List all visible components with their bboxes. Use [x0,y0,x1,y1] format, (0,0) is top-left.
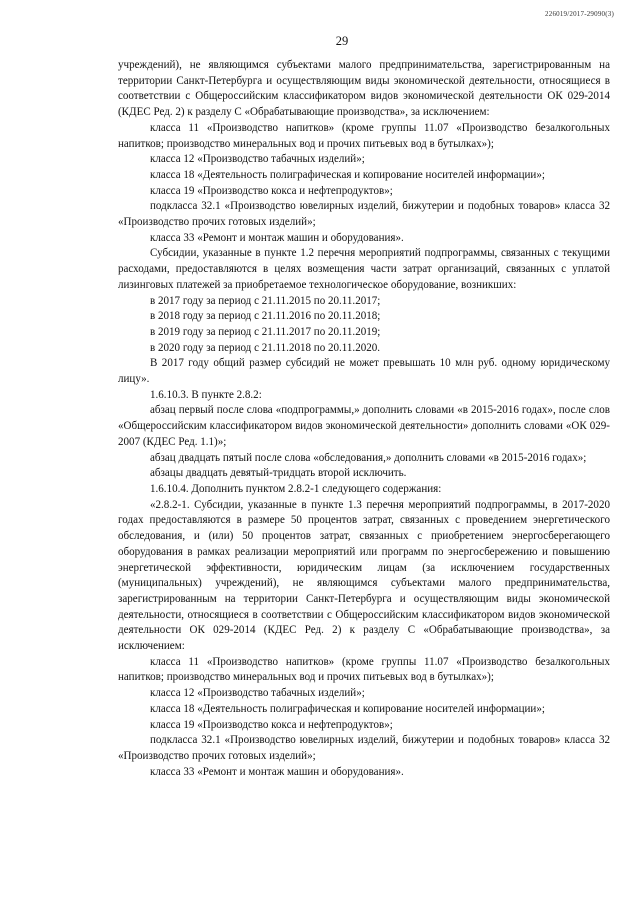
paragraph: класса 19 «Производство кокса и нефтепродуктов»; [150,718,393,731]
paragraph: абзац первый после слова «подпрограммы,» дополнить словами «в 2015-2016 годах», после слов «Общероссийским классификатором видов экономической деятельности» дополнить словами «ОК 029-2007 (КДЕС Ред. 1.1)»; [118,404,610,448]
document-registration-number: 226019/2017-29090(3) [545,10,614,18]
page-number: 29 [335,34,349,48]
paragraph: учреждений), не являющимся субъектами малого предпринимательства, зарегистрированным на территории Санкт-Петербурга и осуществляющим виды экономической деятельности, относящиеся в соответствии с Общероссийским классификатором видов экономической деятельности ОК 029-2014 (КДЕС Ред. 2) к разделу С «Обрабатывающие производства», за исключением: [118,59,610,119]
paragraph: В 2017 году общий размер субсидий не может превышать 10 млн руб. одному юридическому лицу». [118,357,610,386]
paragraph: 1.6.10.4. Дополнить пунктом 2.8.2-1 следующего содержания: [150,482,442,495]
paragraph: класса 11 «Производство напитков» (кроме группы 11.07 «Производство безалкогольных напитков; производство минеральных вод и прочих питьевых вод в бутылках»); [118,121,610,150]
paragraph: класса 19 «Производство кокса и нефтепродуктов»; [150,184,393,197]
paragraph: подкласса 32.1 «Производство ювелирных изделий, бижутерии и подобных товаров» класса 32 «Производство прочих готовых изделий»; [118,734,610,762]
paragraph: в 2017 году за период с 21.11.2015 по 20.11.2017; [150,294,381,307]
paragraph: в 2019 году за период с 21.11.2017 по 20.11.2019; [150,325,381,338]
paragraph: абзац двадцать пятый после слова «обследования,» дополнить словами «в 2015-2016 годах»; [150,451,587,464]
paragraph: в 2018 году за период с 21.11.2016 по 20.11.2018; [150,310,381,323]
paragraph: класса 33 «Ремонт и монтаж машин и оборудования». [150,765,404,778]
paragraph: класса 11 «Производство напитков» (кроме группы 11.07 «Производство безалкогольных напитков; производство минеральных вод и прочих питьевых вод в бутылках»); [118,655,610,684]
paragraph: класса 18 «Деятельность полиграфическая и копирование носителей информации»; [150,702,545,715]
paragraph: 1.6.10.3. В пункте 2.8.2: [150,388,262,401]
paragraph: класса 33 «Ремонт и монтаж машин и оборудования». [150,231,404,244]
paragraph: в 2020 году за период с 21.11.2018 по 20.11.2020. [150,341,381,354]
paragraph: Субсидии, указанные в пункте 1.2 перечня мероприятий подпрограммы, связанных с текущими расходами, предоставляются в целях возмещения части затрат организаций, связанных с уплатой лизинговых платежей за приобретаемое технологическое оборудование, возникших: [118,247,610,291]
paragraph: подкласса 32.1 «Производство ювелирных изделий, бижутерии и подобных товаров» класса 32 «Производство прочих готовых изделий»; [118,200,610,229]
paragraph: класса 12 «Производство табачных изделий»; [150,687,365,700]
paragraph: класса 12 «Производство табачных изделий»; [150,153,365,166]
paragraph: абзацы двадцать девятый-тридцать второй исключить. [150,467,407,480]
paragraph: «2.8.2-1. Субсидии, указанные в пункте 1.3 перечня мероприятий подпрограммы, в 2017-2020 годах предоставляются в размере 50 процентов затрат, связанных с проведением энергетического обследования, и (или) 50 процентов затрат, связанных с приобретением энергосберегающего оборудования в рамках реализации мероприятий или программ по энергосбережению и повышению энергетической эффективности, юридическим лицам (за исключением государственных (муниципальных) учреждений), не являющимся субъектами малого предпринимательства, зарегистрированным на территории Санкт-Петербурга и осуществляющим виды экономической деятельности, относящиеся в соответствии с Общероссийским классификатором видов экономической деятельности ОК 029-2014 (КДЕС Ред. 2) к разделу С «Обрабатывающие производства», за исключением: [118,498,610,653]
paragraph: класса 18 «Деятельность полиграфическая и копирование носителей информации»; [150,168,545,181]
document-body [118,58,610,780]
